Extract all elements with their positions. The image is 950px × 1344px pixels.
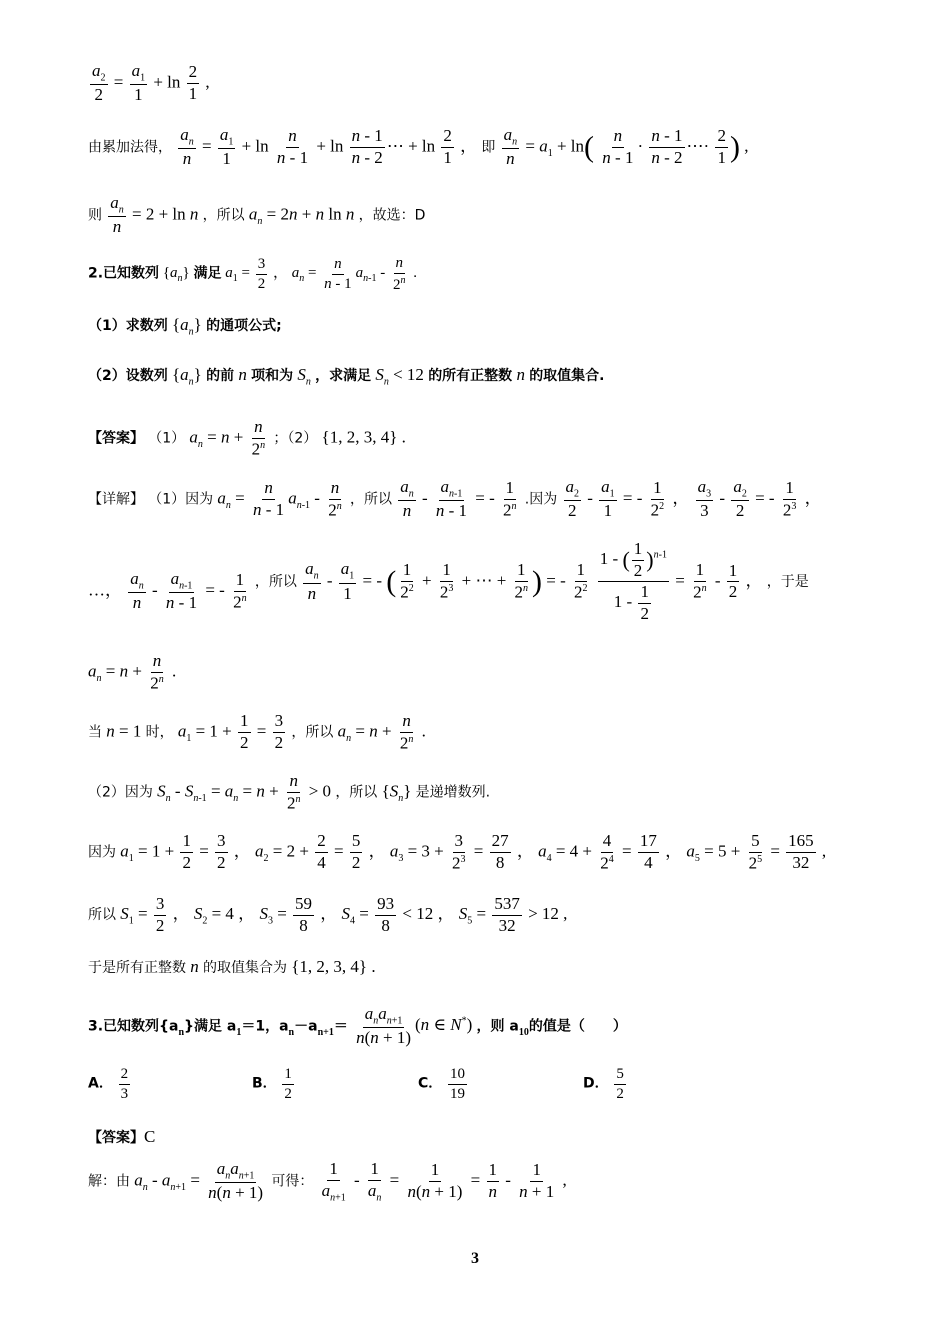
option-d[interactable]: D． $\frac{5}{2}$ (583, 1066, 624, 1102)
question-2-part-1: （1）求数列 $\{a_n\}$ 的通项公式; (88, 315, 282, 338)
option-b[interactable]: B． $\frac{1}{2}$ (252, 1066, 292, 1102)
text-accumulate: 由累加法得， (88, 139, 172, 156)
detail-line-4: 当 n = 1 时， $a_1 = 1$ + $\frac{1}{2}$ = $\frac{3}{2}$ ，所以 $a_n = n$ + $\frac{n}{2^n}$ . (88, 711, 426, 753)
detail-line-8: 于是所有正整数 n 的取值集合为 {1, 2, 3, 4} . (88, 957, 376, 976)
page-number: 3 (471, 1250, 479, 1267)
text-so: ，所以 (202, 207, 245, 224)
question-3-solution: 解：由 $a_n - a_{n+1}$ = $\frac{a_na_{n+1}}{n(n + 1)}$ 可得： $\frac{1}{a_{n+1}}$ - $\frac{1}{a_n}$ = $\frac{1}{n(n + 1)}$ = $\frac{1}{n}$ - $\frac{1}{n + 1}$ , (88, 1159, 567, 1204)
option-a[interactable]: A． $\frac{2}{3}$ (88, 1066, 129, 1102)
question-2-part-2: （2）设数列 $\{a_n\}$ 的前 n 项和为 $S_n$ ，求满足 $S_n < 12$ 的所有正整数 n 的取值集合. (88, 365, 605, 388)
question-3-answer: 【答案】C (88, 1127, 156, 1146)
detail-line-6: 因为 $a_1 = 1$ + $\frac{1}{2}$ = $\frac{3}{2}$ ， $a_2 = 2$ + $\frac{2}{4}$ = $\frac{5}{2}$ ， $a_3 = 3$ + $\frac{3}{2^3}$ = $\frac{27}{8}$ ， $a_4 = 4$ + $\frac{4}{2^4}$ = $\frac{17}{4}$ ， $a_5 = 5$ + $\frac{5}{2^5}$ = $\frac{165}{32}$ , (88, 831, 827, 873)
formula-line-3: 则 $\frac{a_n}{n}$ = 2 + ln n ，所以 $a_n = 2n + n$ ln n ，故选：D (88, 193, 426, 237)
formula-line-1: $\frac{a_2}{2}$ = $\frac{a_1}{1}$ + ln $\frac{2}{1}$ , (92, 61, 210, 105)
detail-line-2: …， $\frac{a_n}{n}$ - $\frac{a_{n-1}}{n - 1}$ = - $\frac{1}{2^n}$ ，所以 $\frac{a_n}{n}$ - $\frac{a_1}{1}$ = - ( $\frac{1}{2^2}$ + $\frac{1}{2^3}$ + ⋯ + $\frac{1}{2^n}$ ) = - $\frac{1}{2^2}$ 1 - ( $\frac{1}{2}$ )$^{n-1}$ 1 - $\frac{1}{2}$ = $\frac{1}{2^n}$ - $\frac{1}{2}$ ， ，于是 (88, 539, 809, 624)
formula-line-2: 由累加法得， $\frac{a_n}{n}$ = $\frac{a_1}{1}$ + ln $\frac{n}{n - 1}$ + ln $\frac{n - 1}{n - 2}$ ⋯ + ln $\frac{2}{1}$ ， 即 $\frac{a_n}{n}$ = $a_1 + \ln$( $\frac{n}{n - 1}$ · $\frac{n - 1}{n - 2}$ ⋯· $\frac{2}{1}$ ) , (88, 125, 749, 169)
question-2-title: 2.已知数列 $\{a_n\}$ 满足 $a_1$ = $\frac{3}{2}$ ， $a_n$ = $\frac{n}{n - 1}$ $a_{n-1}$ - $\frac{n}{2^n}$ . (88, 255, 418, 293)
detail-line-5: （2）因为 $S_n - S_{n-1} = a_n = n$ + $\frac{n}{2^n}$ > 0 ，所以 $\{S_n\}$ 是递增数列. (88, 771, 491, 813)
detail-line-1: 【详解】 （1）因为 $a_n$ = $\frac{n}{n - 1}$ $a_{n-1}$ - $\frac{n}{2^n}$ ，所以 $\frac{a_n}{n}$ - $\frac{a_{n-1}}{n - 1}$ = - $\frac{1}{2^n}$ .因为 $\frac{a_2}{2}$ - $\frac{a_1}{1}$ = - $\frac{1}{2^2}$ ， $\frac{a_3}{3}$ - $\frac{a_2}{2}$ = - $\frac{1}{2^3}$ ， (88, 477, 822, 521)
text-ie: 即 (481, 139, 496, 156)
text-choose: ，故选：D (358, 207, 426, 224)
question-3-title: 3.已知数列$\{a_n\}$满足 $a_1=1$，$a_n-a_{n+1}=$ $\frac{a_na_{n+1}}{n(n + 1)}$ (n ∈ N*) ，则 $a_{10}$的值是（ ） (88, 1004, 627, 1048)
detail-line-3: $a_n = n$ + $\frac{n}{2^n}$ . (88, 651, 177, 693)
text-then: 则 (88, 207, 102, 224)
detail-line-7: 所以 $S_1$ = $\frac{3}{2}$ ， $S_2 = 4$ ， $S_3$ = $\frac{59}{8}$ ， $S_4$ = $\frac{93}{8}$ < 12 ， $S_5$ = $\frac{537}{32}$ > 12 , (88, 894, 568, 935)
option-c[interactable]: C． $\frac{10}{19}$ (418, 1066, 466, 1102)
answer-line: 【答案】 （1） $a_n = n$ + $\frac{n}{2^n}$ ；（2） {1, 2, 3, 4} . (88, 417, 406, 459)
